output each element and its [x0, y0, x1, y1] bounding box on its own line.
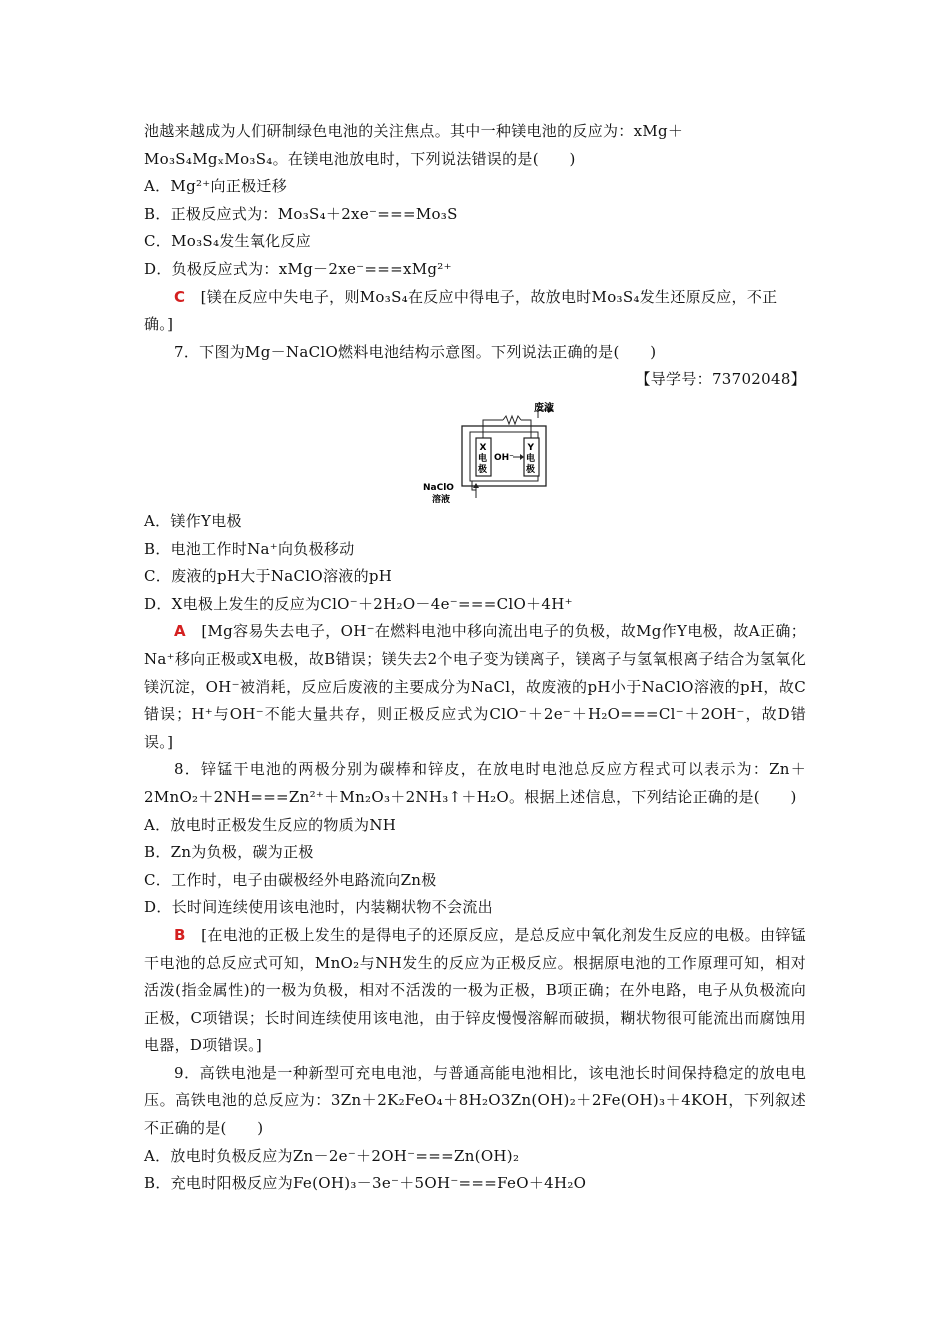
q7-answer-letter: A — [174, 622, 186, 641]
y-electrode-label-1: Y — [527, 443, 535, 453]
waste-label: 废液 — [534, 403, 554, 414]
q7-stem: 7．下图为Mg－NaClO燃料电池结构示意图。下列说法正确的是( ) — [174, 342, 657, 361]
q9-stem: 9．高铁电池是一种新型可充电电池，与普通高能电池相比，该电池长时间保持稳定的放电电压。高铁电池的总反应为：3Zn＋2K₂FeO₄＋8H₂O3Zn(OH)₂＋2Fe(OH)₃＋4KOH，下列叙述不正确的是( ) — [144, 1063, 806, 1138]
q6-answer-letter: C — [174, 287, 186, 306]
q8-option-a: A．放电时正极发生反应的物质为NH — [144, 815, 397, 834]
q9-option-b: B．充电时阳极反应为Fe(OH)₃－3e⁻＋5OH⁻===FeO＋4H₂O — [144, 1174, 587, 1193]
q6-option-a: A．Mg²⁺向正极迁移 — [144, 177, 288, 196]
q9-option-a: A．放电时负极反应为Zn－2e⁻＋2OH⁻===Zn(OH)₂ — [144, 1146, 520, 1165]
ion-label: OH⁻ — [494, 453, 514, 463]
resistor-icon — [503, 416, 521, 424]
q7-option-c: C．废液的pH大于NaClO溶液的pH — [144, 567, 393, 586]
q7-guide-number: 【导学号：73702048】 — [635, 370, 806, 389]
x-electrode-label-1: X — [479, 443, 487, 453]
y-electrode-label-3: 极 — [526, 465, 536, 475]
q8-answer-letter: B — [174, 925, 186, 944]
y-electrode-label-2: 电 — [526, 454, 536, 464]
q8-option-d: D．长时间连续使用该电池时，内装糊状物不会流出 — [144, 898, 493, 917]
q8-option-b: B．Zn为负极，碳为正极 — [144, 843, 314, 862]
q6-option-d: D．负极反应式为：xMg－2xe⁻===xMg²⁺ — [144, 259, 452, 278]
q6-stem-line1: 池越来越成为人们研制绿色电池的关注焦点。其中一种镁电池的反应为：xMg＋ — [144, 122, 684, 140]
q7-option-b: B．电池工作时Na⁺向负极移动 — [144, 539, 355, 558]
x-electrode-label-2: 电 — [478, 454, 488, 464]
q6-answer — [144, 284, 806, 339]
q7-answer — [144, 618, 806, 756]
question-6-block — [144, 118, 806, 394]
q6-stem-line2: Mo₃S₄MgₓMo₃S₄。在镁电池放电时，下列说法错误的是( ) — [144, 149, 576, 168]
q7-option-d: D．X电极上发生的反应为ClO⁻＋2H₂O－4e⁻===ClO＋4H⁺ — [144, 594, 573, 613]
inlet-label-1: NaClO — [423, 483, 454, 493]
fuel-cell-diagram — [420, 398, 570, 508]
q8-answer-text: [在电池的正极上发生的是得电子的还原反应，是总反应中氧化剂发生反应的电极。由锌锰干电池的总反应式可知，MnO₂与NH发生的反应为正极反应。根据原电池的工作原理可知，相对活泼(指金属性)的一极为负极，相对不活泼的一极为正极，B项正确；在外电路，电子从负极流向正极，C项错误；长时间连续使用该电池，由于锌皮慢慢溶解而破损，糊状物很可能流出而腐蚀用电器，D项错误。] — [144, 925, 806, 1055]
q6-option-c: C．Mo₃S₄发生氧化反应 — [144, 232, 312, 251]
fuel-cell-diagram-svg — [420, 398, 570, 508]
q8-answer — [144, 922, 806, 1060]
q8-stem: 8．锌锰干电池的两极分别为碳棒和锌皮，在放电时电池总反应方程式可以表示为：Zn＋2MnO₂＋2NH===Zn²⁺＋Mn₂O₃＋2NH₃↑＋H₂O。根据上述信息，下列结论正确的是( ) — [144, 760, 806, 806]
x-electrode-label-3: 极 — [478, 465, 488, 475]
q7-answer-text: [Mg容易失去电子，OH⁻在燃料电池中移向流出电子的负极，故Mg作Y电极，故A正确；Na⁺移向正极或X电极，故B错误；镁失去2个电子变为镁离子，镁离子与氢氧根离子结合为氢氧化镁沉淀，OH⁻被消耗，反应后废液的主要成分为NaCl，故废液的pH小于NaClO溶液的pH，故C错误；H⁺与OH⁻不能大量共存，则正极反应式为ClO⁻＋2e⁻＋H₂O===Cl⁻＋2OH⁻，故D错误。] — [144, 622, 806, 751]
inlet-label-2: 溶液 — [432, 495, 451, 505]
q8-option-c: C．工作时，电子由碳极经外电路流向Zn极 — [144, 870, 437, 889]
q6-option-b: B．正极反应式为：Mo₃S₄＋2xe⁻===Mo₃S — [144, 204, 458, 223]
q7-option-a: A．镁作Y电极 — [144, 512, 242, 530]
circuit-wire-right — [521, 420, 531, 438]
question-7-9-block — [144, 508, 806, 1198]
q6-answer-text: [镁在反应中失电子，则Mo₃S₄在反应中得电子，故放电时Mo₃S₄发生还原反应，不正确。] — [144, 287, 778, 334]
circuit-wire-left — [483, 420, 503, 438]
